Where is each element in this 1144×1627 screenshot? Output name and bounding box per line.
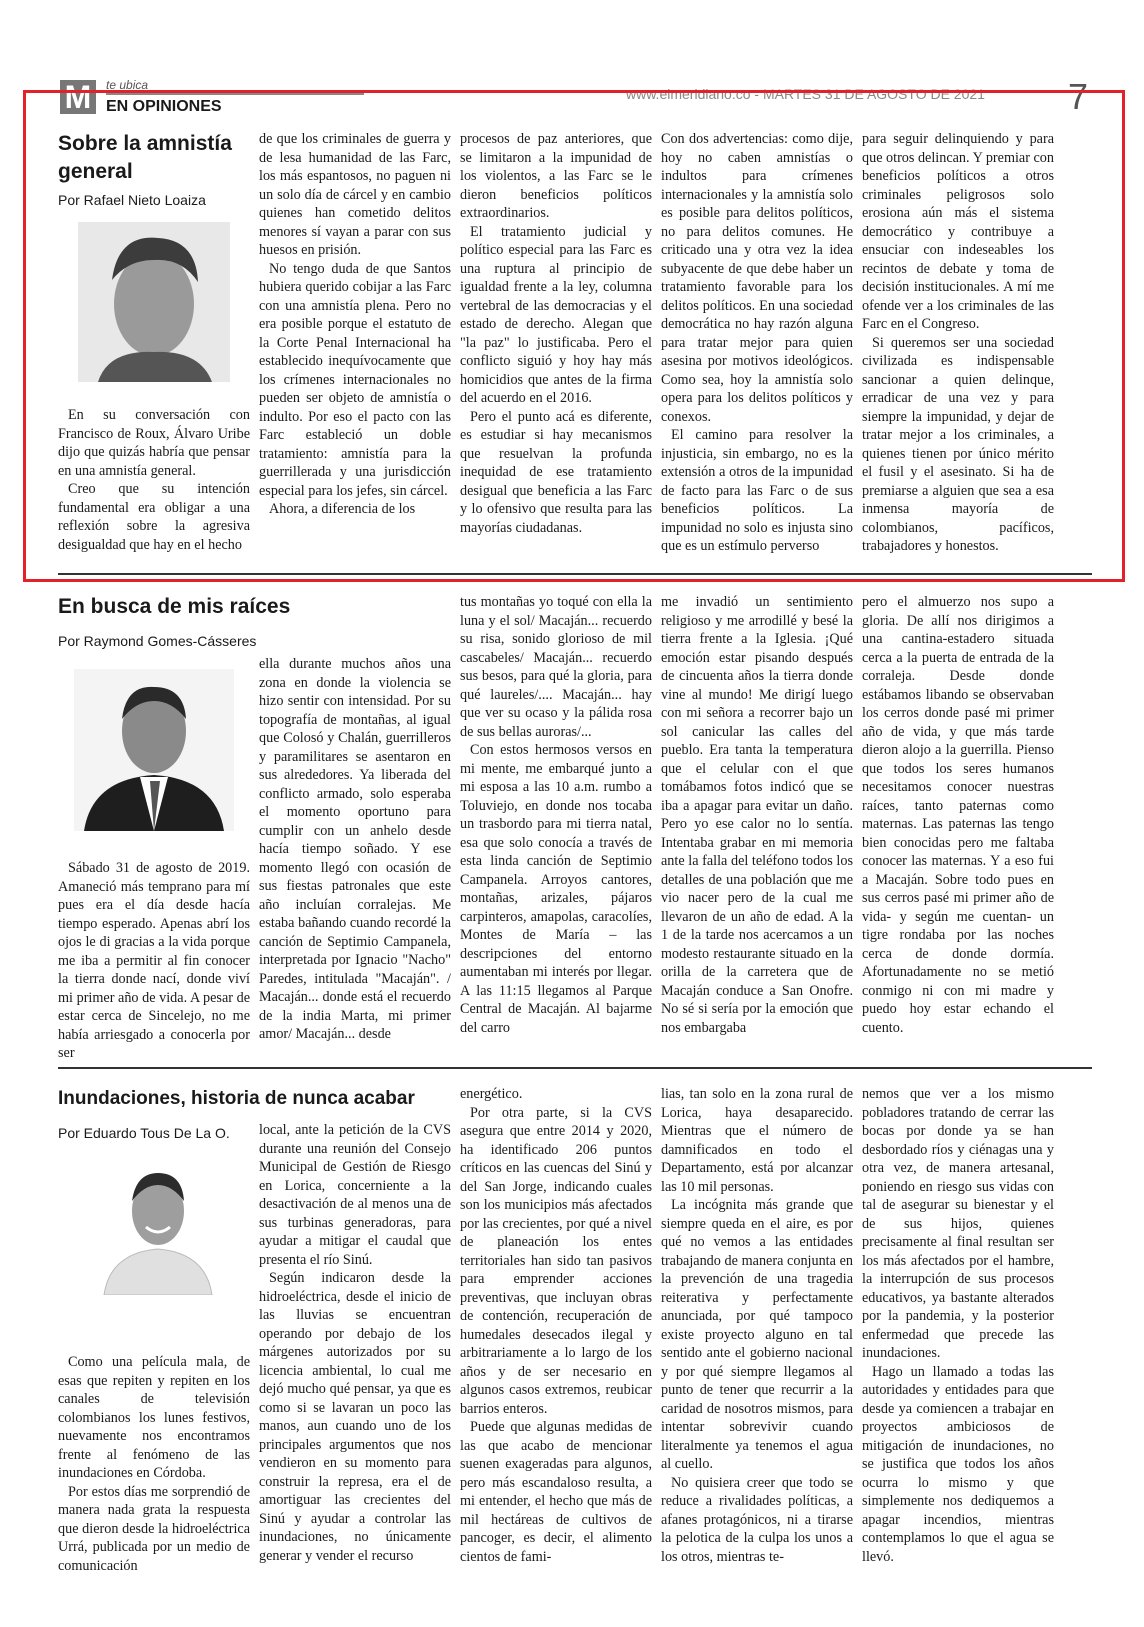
paragraph: Sábado 31 de agosto de 2019. Amaneció más temprano para mí pues era el día desde hacía tiempo esperado. Apenas abrí los ojos le di gracias a la vida porque me iba a permitir al fin conocer la tierra donde nací, donde viví mi primer año de vida. A pesar de estar cerca de Sincelejo, no me había arriesgado a conocerla por ser <box>58 860 250 1061</box>
paragraph: En su conversación con Francisco de Roux, Álvaro Uribe dijo que quizás habría que pensar en una amnistía general. <box>58 407 250 479</box>
paragraph: me invadió un sentimiento religioso y me arrodillé y besé la tierra frente a la Iglesia. ¡Qué emoción estar pisando después de cincuenta años la tierra donde vine al mundo! Me dirigí luego con mi señora a recorrer bajo un sol canicular las calles del pueblo. Era tanta la temperatura que el celular con el que tomábamos fotos indicó que se iba a apagar para evitar un daño. Pero yo ese calor no lo sentía. Intentaba grabar en mi memoria ante la falla del teléfono todos los detalles de una población que me vio nacer pero de la cual me llevaron de un año de edad. A la 1 de la tarde nos acercamos a un modesto restaurante situado en la orilla de la carretera que de Macaján conduce a San Onofre. No sé si sería por la emoción que nos embargaba <box>661 594 853 1036</box>
paragraph: Como una película mala, de esas que repiten y repiten en los canales de televisión colombianos los lunes festivos, nuevamente nos encontramos frente al fenómeno de las inundaciones en Córdoba. <box>58 1354 250 1481</box>
paragraph: El camino para resolver la injusticia, sin embargo, no es la extensión a otros de la impunidad de facto para las Farc o de sus beneficios políticos. La impunidad no solo es injusta sino que es un estímulo perverso <box>661 427 853 554</box>
paragraph: Por otra parte, si la CVS asegura que entre 2014 y 2020, ha identificado 206 puntos críticos en las cuencas del Sinú y del San Jorge, indicando cuales son los municipios más afectados por las crecientes, por qué a nivel de planeación los entes territoriales han sido tan pasivos para emprender acciones preventivas, que incluyan obras de contención, recuperación de humedales desecados ilegal y arbitrariamente a lo largo de los años y de ser necesario en algunos casos extremos, reubicar barrios enteros. <box>460 1104 652 1417</box>
paragraph: Ahora, a diferencia de los <box>269 501 416 517</box>
paragraph: La incógnita más grande que siempre queda en el aire, es por qué no vemos a las entidades trabajando de manera conjunta en la prevención de una tragedia reiterativa y perfectamente anunciada, por qué tampoco existe proyecto alguno en tal sentido ante el gobierno nacional y por qué siempre llegamos al punto de tener que recurrir a la caridad de nosotros mismos, para intentar sobrevivir cuando literalmente ya tenemos el agua al cuello. <box>661 1197 853 1472</box>
author-portrait-icon <box>98 1155 218 1295</box>
article-column <box>58 406 250 554</box>
article-column <box>661 593 853 1037</box>
paragraph: pero el almuerzo nos supo a gloria. De allí nos dirigimos a una cantina-estadero situada cerca a la puerta de entrada de la corraleja. Desde donde estábamos libando se observaban los cerros donde pasé mi primer año de vida, y que más tarde dieron alojo a la guerrilla. Pienso que todos los seres humanos necesitamos conocer nuestras raíces, tanto paternas como maternas. Las paternas las tengo bien conocidas pero me faltaba conocer las maternas. Y a eso fui a Macaján. Sobre todo pues en sus cerros pasé mi primer año de vida- y según me cuentan- un tigre rondaba por las noches cerca de donde dormía. Afortunadamente no se metió conmigo ni con mi madre y puedo hoy estar echando el cuento. <box>862 594 1054 1036</box>
paragraph: lias, tan solo en la zona rural de Lorica, haya desaparecido. Mientras que el número de damnificados en todo el Departamento, está por alcanzar las 10 mil personas. <box>661 1086 853 1195</box>
paragraph: energético. <box>460 1086 523 1102</box>
article-byline: Por Rafael Nieto Loaiza <box>58 192 206 208</box>
paragraph: Hago un llamado a todas las autoridades y entidades para que desde ya comiencen a trabajar en proyectos ambiciosos de mitigación de inundaciones, no se justifica que todos los años ocurra lo mismo y que simplemente nos dediquemos a apagar incendios, mientras contemplamos lo que el agua se llevó. <box>862 1363 1054 1565</box>
paragraph: ella durante muchos años una zona en donde la violencia se hizo sentir con intensidad. Por su topografía de montañas, al igual que Colosó y Chalán, guerrilleros y paramilitares se asentaron en sus alrededores. Ya liberada del conflicto armado, solo esperaba el momento oportuno para cumplir con un anhelo desde hacía tiempo soñado. Y ese momento llegó con ocasión de sus fiestas patronales que este año incluían corralejas. Me estaba bañando cuando recordé la canción de Septimio Campanela, interpretada por Ignacio "Nacho" Paredes, intitulada "Macaján". / Macaján... donde está el recuerdo de la india Marta, mi primer amor/ Macaján... desde <box>259 656 451 1042</box>
article-divider <box>58 1067 1092 1069</box>
article-column <box>460 593 652 1037</box>
article-raices <box>58 593 1098 1061</box>
article-column <box>862 593 1054 1037</box>
paragraph: procesos de paz anteriores, que se limitaron a la impunidad de los violentos, a las Farc se le dieron beneficios políticos extraordinarios. <box>460 131 652 221</box>
article-column <box>58 859 250 1063</box>
paragraph: Puede que algunas medidas de las que acabo de mencionar suenen exageradas para algunos, pero más escandaloso resulta, a mi entender, el hecho que más de mil hectáreas de cultivos de pancoger, es decir, el alimento cientos de fami- <box>460 1419 652 1565</box>
article-column <box>661 1085 853 1566</box>
article-amnistia <box>58 130 1098 562</box>
article-divider <box>58 573 1092 575</box>
paragraph: No quisiera creer que todo se reduce a rivalidades políticas, a afanes protagónicos, ni a tirarse la pelotica de la culpa los unos a los otros, mientras te- <box>661 1474 853 1565</box>
paragraph: Creo que su intención fundamental era obligar a una reflexión sobre la agresiva desigualdad que hay en el hecho <box>58 481 250 553</box>
paragraph: Con estos hermosos versos en mi mente, me embarqué junto a mi esposa a las 10 a.m. rumbo a Toluviejo, en donde nos tocaba un trasbordo para mi tierra natal, esa que solo conocía a través de esta linda canción de Septimio Campanela. Arroyos cantores, montañas, arizales, pájaros carpinteros, amapolas, caracolíes, Montes de María – las descripciones del entorno aumentaban mi interés por llegar. A las 11:15 llegamos al Parque Central de Macaján. Al bajarme del carro <box>460 742 652 1036</box>
paragraph: Con dos advertencias: como dije, hoy no caben amnistías o indultos para crímenes internacionales y la amnistía solo es posible para delitos políticos, no para delitos comunes. He criticado una y otra vez la idea subyacente de que debe haber un tratamiento favorable para los delitos políticos. En una sociedad democrática no hay razón alguna para tratar mejor para quien asesina por motivos ideológicos. Como sea, hoy la amnistía solo opera para los delitos políticos y conexos. <box>661 131 853 425</box>
paragraph: para seguir delinquiendo y para que otros delincan. Y premiar con beneficios políticos a otros criminales peligrosos solo erosiona aún más el sistema democrático y contribuye a ensuciar con indeseables los recintos de debate y toma de decisión institucionales. A mí me ofende ver a los criminales de las Farc en el Congreso. <box>862 131 1054 332</box>
author-photo <box>78 222 230 382</box>
newspaper-logo: M <box>60 80 96 114</box>
paragraph: tus montañas yo toqué con ella la luna y el sol/ Macaján... recuerdo su risa, sonido glorioso de mil cascabeles/ Macaján... recuerdo sus besos, para qué la gloria, para qué laureles/.... Macaján... hay que ver su ocaso y la pálida rosa de sus bellas auroras/... <box>460 594 652 740</box>
paragraph: de que los criminales de guerra y de lesa humanidad de las Farc, los más espantosos, no paguen ni un solo día de cárcel y en cambio quienes han cometido delitos menores sí vayan a parar con sus huesos en prisión. <box>259 131 451 258</box>
dateline: www.elmeridiano.co - MARTES 31 DE AGOSTO DE 2021 <box>626 86 985 102</box>
paragraph: El tratamiento judicial y político especial para las Farc es una ruptura al principio de igualdad frente a la ley, columna vertebral de las democracias y el estado de derecho. Alegan que "la paz" lo justificaba. Pero el conflicto siguió y hoy hay más homicidios que antes de la firma del acuerdo en el 2016. <box>460 223 652 406</box>
paragraph: Por estos días me sorprendió de manera nada grata la respuesta que dieron desde la hidroeléctrica Urrá, publicada por un medio de comunicación <box>58 1483 250 1574</box>
article-column <box>460 1085 652 1566</box>
article-headline: En busca de mis raíces <box>58 595 291 618</box>
article-headline: Sobre la amnistía general <box>58 132 232 183</box>
paragraph: nemos que ver a los mismo pobladores tratando de cerrar las bocas por donde ya se han desbordado ríos y ciénagas una y otra vez, de manera artesanal, poniendo en riesgo sus vidas con tal de asegurar su bienestar y el de sus hijos, quienes precisamente al final resultan ser los más afectados por el hambre, la interrupción de sus procesos educativos, ya bastante alterados por la pandemia, y la posterior enfermedad que precede las inundaciones. <box>862 1086 1054 1361</box>
paragraph: Pero el punto acá es diferente, es estudiar si hay mecanismos que resuelvan la profunda inequidad de ese tratamiento desigual que beneficia a las Farc y lo ofensivo que resulta para las mayorías ciudadanas. <box>460 408 652 536</box>
author-portrait-icon <box>74 669 234 831</box>
article-headline: Inundaciones, historia de nunca acabar <box>58 1088 415 1109</box>
section-title: EN OPINIONES <box>106 98 222 115</box>
page-number: 7 <box>1068 76 1089 117</box>
article-column <box>661 130 853 556</box>
article-column <box>862 130 1054 556</box>
paragraph: local, ante la petición de la CVS durante una reunión del Consejo Municipal de Gestión de Riesgo en Lorica, concerniente a la desactivación de al menos una de sus turbinas generadoras, para ayudar a mitigar el caudal que presenta el río Sinú. <box>259 1122 451 1268</box>
author-photo <box>98 1155 218 1295</box>
logo-tagline: te ubica <box>106 78 149 92</box>
article-column <box>862 1085 1054 1566</box>
article-byline: Por Eduardo Tous De La O. <box>58 1125 230 1141</box>
article-byline: Por Raymond Gomes-Cásseres <box>58 633 257 649</box>
article-column <box>259 1121 451 1565</box>
author-portrait-icon <box>78 222 230 382</box>
article-column <box>58 1353 250 1575</box>
article-column <box>259 130 451 519</box>
article-column <box>259 655 451 1044</box>
article-column <box>460 130 652 537</box>
paragraph: No tengo duda de que Santos hubiera querido cobijar a las Farc con una amnistía plena. Pero no era posible porque el estatuto de la Corte Penal Internacional ha establecido inequívocamente que los crímenes internacionales no pueden ser objeto de amnistía o indulto. Por eso el pacto con las Farc estableció un doble tratamiento: amnistía para la guerrillerada y una jurisdicción especial para los jefes, sin cárcel. <box>259 260 451 499</box>
paragraph: Según indicaron desde la hidroeléctrica, desde el inicio de las lluvias se encuentran operando por debajo de los márgenes autorizados por su licencia ambiental, lo cual me dejó mucho qué pensar, ya que es como si se lavaran un poco las manos, aun cuando uno de los principales argumentos que nos vendieron en su momento para construir la represa, era el de amortiguar las crecientes del Sinú y ayudar a controlar las inundaciones, no únicamente generar y vender el recurso <box>259 1270 451 1564</box>
article-inundaciones <box>58 1085 1098 1605</box>
paragraph: Si queremos ser una sociedad civilizada es indispensable sancionar a quien delinque, erradicar de una vez y para siempre la impunidad, y dejar de tratar mejor a los criminales, a quienes tienen por único mérito el fusil y el asesinato. Si ha de premiarse a alguien que sea a esa inmensa mayoría de colombianos, pacíficos, trabajadores y honestos. <box>862 334 1054 554</box>
author-photo <box>74 669 234 831</box>
